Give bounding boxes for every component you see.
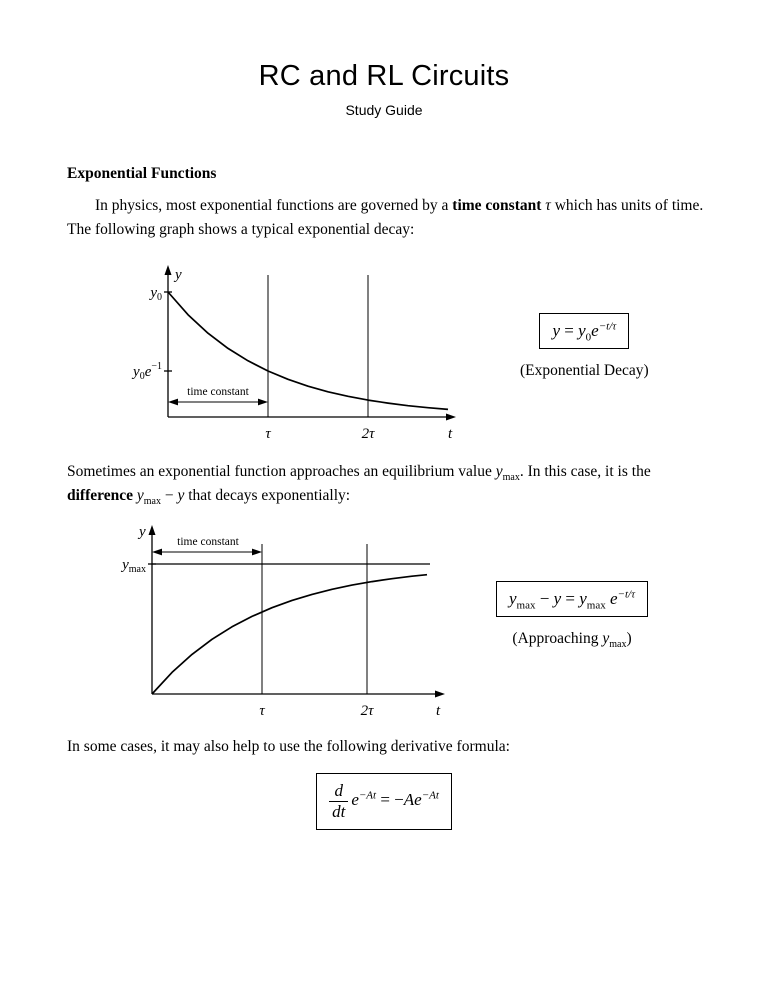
bold-term: time constant: [452, 197, 542, 214]
paragraph-intro: [67, 194, 706, 243]
subscript-0: 0: [585, 331, 592, 344]
page-title: RC and RL Circuits: [258, 60, 510, 92]
exponent: −At: [358, 789, 377, 802]
math-y: y: [579, 588, 587, 608]
math-e: e: [591, 320, 599, 340]
decay-caption: (Exponential Decay): [520, 361, 649, 379]
approach-caption: [496, 629, 648, 651]
math-y: y: [602, 629, 610, 647]
exponent: −At: [421, 789, 439, 802]
equals-minus: = −: [376, 790, 404, 810]
time-constant-label: time constant: [187, 385, 249, 398]
equals: =: [560, 320, 579, 340]
subscript-max: max: [502, 472, 520, 484]
subscript-max: max: [516, 599, 536, 612]
section-heading: Exponential Functions: [67, 165, 217, 182]
text-run: which has units of time.: [550, 197, 704, 214]
y0e-label: $y_0e^{-1}$: [133, 360, 162, 382]
two-tau-label: 2τ: [361, 425, 375, 442]
text-run: . In this case, it is the: [519, 462, 651, 480]
subscript-max: max: [609, 639, 627, 651]
arrow-left-head: [152, 549, 162, 556]
y-axis-arrow: [149, 525, 156, 535]
math-y0: y: [578, 320, 586, 340]
text-run: Sometimes an exponential function approaches an equilibrium value: [67, 462, 496, 480]
bold-term: difference: [67, 487, 133, 505]
ymax-label: $y_{max}$: [122, 556, 146, 575]
decay-figure-row: [128, 257, 768, 449]
tau-label: τ: [265, 425, 271, 442]
exponent: −t/τ: [617, 588, 636, 601]
paragraph-derivative: [67, 735, 706, 759]
decay-formula-box: [539, 313, 629, 349]
equals: =: [561, 588, 580, 608]
y-axis-label: y: [175, 266, 182, 283]
two-tau-label: 2τ: [360, 702, 374, 719]
text-run: that decays exponentially:: [184, 487, 351, 505]
subscript-max: max: [143, 496, 161, 508]
approach-formula-column: [496, 581, 648, 651]
paragraph-approach: [67, 460, 706, 509]
y-axis-arrow: [165, 265, 172, 275]
t-label: t: [448, 425, 453, 442]
text-run: In some cases, it may also help to use the following derivative formula:: [67, 737, 510, 755]
math-Ae: Ae: [403, 790, 422, 810]
decay-graph: [128, 257, 458, 449]
math-y: y: [509, 588, 517, 608]
derivative-formula-wrap: [0, 773, 768, 829]
fraction-denominator: dt: [332, 801, 346, 821]
math-y: y: [136, 487, 144, 505]
x-axis-arrow: [435, 690, 445, 697]
arrow-right-head: [252, 549, 262, 556]
fraction-numerator: d: [329, 781, 348, 802]
y0-label: $y_0$: [150, 284, 162, 303]
approach-graph: [112, 519, 452, 724]
y-axis-label: y: [139, 523, 146, 540]
text-run: The following graph shows a typical exponential decay:: [67, 221, 415, 239]
derivative-formula-box: [316, 773, 452, 829]
t-label: t: [436, 702, 441, 719]
arrow-right-head: [258, 399, 268, 406]
subscript-max: max: [586, 599, 606, 612]
caption-text: ): [626, 629, 632, 647]
arrow-left-head: [168, 399, 178, 406]
approach-formula-box: [496, 581, 648, 617]
caption-text: (Approaching: [512, 629, 603, 647]
x-axis-arrow: [446, 413, 456, 420]
math-e: e: [351, 790, 359, 810]
math-y: y: [495, 462, 503, 480]
math-y: y: [553, 588, 562, 608]
math-e: e: [605, 588, 618, 608]
page-subtitle: Study Guide: [345, 102, 423, 118]
time-constant-label: time constant: [177, 535, 239, 548]
math-tau: τ: [545, 197, 551, 214]
exponent: −t/τ: [598, 320, 617, 333]
tau-label: τ: [259, 702, 265, 719]
approach-figure-row: [112, 519, 768, 724]
decay-formula-column: [520, 313, 649, 380]
math-y: y: [177, 487, 185, 505]
approach-curve: [152, 575, 427, 694]
math-y: y: [552, 320, 561, 340]
minus: −: [535, 588, 554, 608]
text-run: −: [160, 487, 178, 505]
derivative-fraction: [329, 781, 348, 821]
text-run: In physics, most exponential functions are governed by a: [95, 197, 453, 214]
